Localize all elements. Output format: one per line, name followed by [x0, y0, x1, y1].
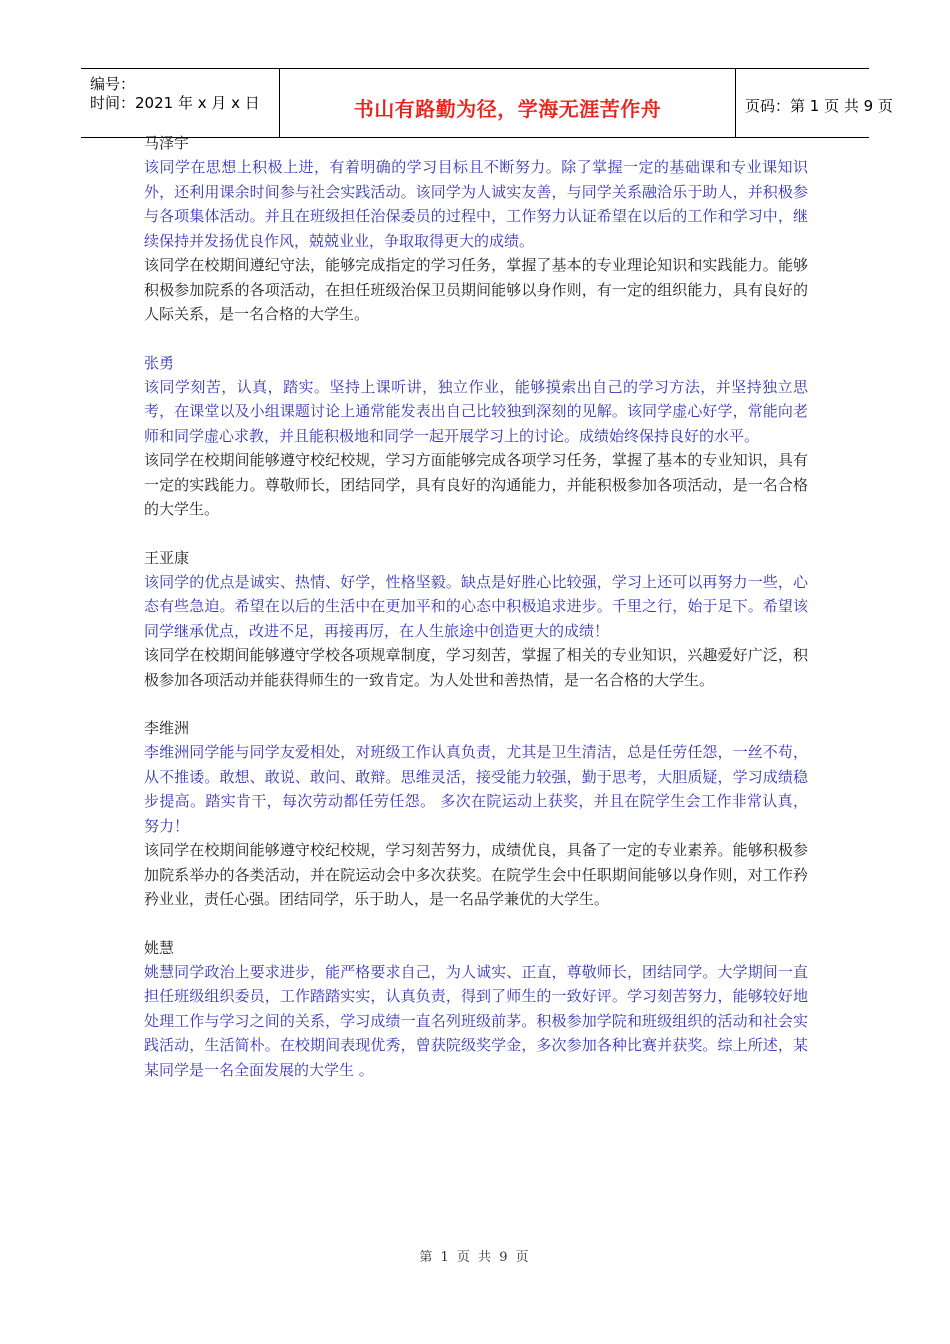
comment-black: 该同学在校期间能够遵守校纪校规，学习方面能够完成各项学习任务，掌握了基本的专业知识，具有一定的实践能力。尊敬师长，团结同学，具有良好的沟通能力，并能积极参加各项活动，是一名合格的大学生。 [144, 451, 808, 518]
student-name: 李维洲 [144, 719, 190, 737]
student-name: 张勇 [144, 353, 175, 372]
header-center-cell [279, 69, 736, 137]
student-entry [144, 546, 808, 693]
comment-black: 该同学在校期间遵纪守法，能够完成指定的学习任务，掌握了基本的专业理论知识和实践能力。能够积极参加院系的各项活动，在担任班级治保卫员期间能够以身作则，有一定的组织能力，具有良好的人际关系，是一名合格的大学生。 [144, 256, 808, 323]
student-entry [144, 716, 808, 912]
header-right-cell [735, 69, 893, 137]
comment-blue: 该同学的优点是诚实、热情、好学，性格坚毅。缺点是好胜心比较强，学习上还可以再努力一些，心态有些急迫。希望在以后的生活中在更加平和的心态中积极追求进步。千里之行，始于足下。希望该同学继承优点，改进不足，再接再厉，在人生旅途中创造更大的成绩！ [144, 572, 808, 640]
comment-black: 该同学在校期间能够遵守学校各项规章制度，学习刻苦，掌握了相关的专业知识，兴趣爱好广泛，积极参加各项活动并能获得师生的一致肯定。为人处世和善热情，是一名合格的大学生。 [144, 646, 808, 689]
student-entry [144, 131, 808, 327]
student-name: 姚慧 [144, 938, 175, 957]
comment-blue: 该同学在思想上积极上进，有着明确的学习目标且不断努力。除了掌握一定的基础课和专业课知识外，还利用课余时间参与社会实践活动。该同学为人诚实友善，与同学关系融洽乐于助人，并积极参与各项集体活动。并且在班级担任治保委员的过程中，工作努力认证希望在以后的工作和学习中，继续保持并发扬优良作风，兢兢业业，争取取得更大的成绩。 [144, 158, 808, 250]
header-left-cell [81, 69, 279, 137]
comment-black: 该同学在校期间能够遵守校纪校规，学习刻苦努力，成绩优良，具备了一定的专业素养。能够积极参加院系举办的各类活动，并在院运动会中多次获奖。在院学生会中任职期间能够以身作则，对工作矜矜业业，责任心强。团结同学，乐于助人，是一名品学兼优的大学生。 [144, 841, 808, 908]
document-header [81, 68, 893, 138]
document-body [144, 131, 808, 1106]
student-name: 马泽宇 [144, 134, 190, 152]
comment-blue: 姚慧同学政治上要求进步，能严格要求自己，为人诚实、正直，尊敬师长，团结同学。大学期间一直担任班级组织委员，工作踏踏实实，认真负责，得到了师生的一致好评。学习刻苦努力，能够较好地处理工作与学习之间的关系，学习成绩一直名列班级前茅。积极参加学院和班级组织的活动和社会实践活动，生活简朴。在校期间表现优秀，曾获院级奖学金，多次参加各种比赛并获奖。综上所述，某某同学是一名全面发展的大学生 。 [144, 962, 808, 1079]
header-page-info: 页码：第 1 页 共 9 页 [745, 97, 893, 115]
header-motto: 书山有路勤为径，学海无涯苦作舟 [353, 97, 662, 121]
student-name: 王亚康 [144, 548, 190, 567]
document-date: 时间：2021 年 x 月 x 日 [90, 94, 260, 112]
student-entry [144, 936, 808, 1083]
comment-blue: 该同学刻苦，认真，踏实。坚持上课听讲，独立作业，能够摸索出自己的学习方法，并坚持独立思考，在课堂以及小组课题讨论上通常能发表出自己比较独到深刻的见解。该同学虚心好学，常能向老师和同学虚心求教，并且能积极地和同学一起开展学习上的讨论。成绩始终保持良好的水平。 [144, 377, 808, 445]
student-entry [144, 351, 808, 522]
comment-blue: 李维洲同学能与同学友爱相处，对班级工作认真负责，尤其是卫生清洁，总是任劳任怨，一丝不苟，从不推诿。敢想、敢说、敢问、敢辩。思维灵活，接受能力较强，勤于思考，大胆质疑，学习成绩稳步提高。踏实肯干，每次劳动都任劳任怨。 多次在院运动上获奖，并且在院学生会工作非常认真，努力！ [144, 743, 808, 835]
page-footer: 第 1 页 共 9 页 [419, 1250, 531, 1265]
document-number-label: 编号： [90, 75, 136, 93]
